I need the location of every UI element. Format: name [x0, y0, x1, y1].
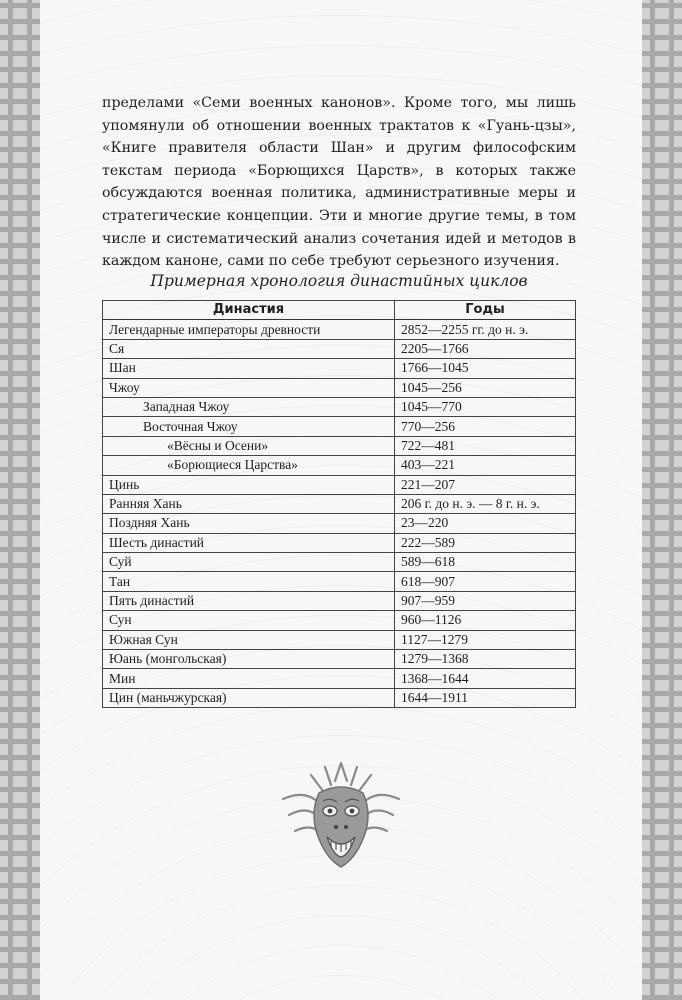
dynasty-name: Легендарные императоры древности: [103, 320, 395, 339]
dynasty-name: Шан: [103, 359, 395, 378]
dynasty-name: Чжоу: [103, 378, 395, 397]
table-row: [103, 436, 576, 455]
dynasty-years: 770—256: [395, 417, 576, 436]
dynasty-years: 222—589: [395, 533, 576, 552]
dynasty-name: Цинь: [103, 475, 395, 494]
dynasty-name: Ранняя Хань: [103, 494, 395, 513]
table-caption: Примерная хронология династийных циклов: [150, 272, 528, 290]
dynasty-years: 907—959: [395, 591, 576, 610]
table-row: [103, 320, 576, 339]
dynasty-years: 722—481: [395, 436, 576, 455]
dynasty-name: Западная Чжоу: [103, 397, 395, 416]
dynasty-name: Восточная Чжоу: [103, 417, 395, 436]
table-row: [103, 397, 576, 416]
dynasty-name: Суй: [103, 553, 395, 572]
dynasty-years: 1368—1644: [395, 669, 576, 688]
chronology-table: [102, 300, 576, 708]
table-row: [103, 630, 576, 649]
table-row: [103, 494, 576, 513]
dynasty-name: Южная Сун: [103, 630, 395, 649]
dynasty-name: «Борющиеся Царства»: [103, 456, 395, 475]
body-text: [102, 92, 576, 273]
header-dynasty: Династия: [103, 301, 395, 320]
table-row: [103, 533, 576, 552]
dynasty-name: «Вёсны и Осени»: [103, 436, 395, 455]
table-row: [103, 650, 576, 669]
dynasty-name: Поздняя Хань: [103, 514, 395, 533]
dynasty-years: 1127—1279: [395, 630, 576, 649]
right-meander-border: [642, 0, 682, 1000]
header-years: Годы: [395, 301, 576, 320]
dynasty-name: Ся: [103, 339, 395, 358]
table-row: [103, 591, 576, 610]
table-row: [103, 359, 576, 378]
dynasty-years: 221—207: [395, 475, 576, 494]
dynasty-years: 1045—256: [395, 378, 576, 397]
dynasty-name: Пять династий: [103, 591, 395, 610]
table-row: [103, 669, 576, 688]
table-row: [103, 456, 576, 475]
dynasty-name: Цин (маньчжурская): [103, 688, 395, 707]
table-row: [103, 611, 576, 630]
table-row: [103, 572, 576, 591]
dynasty-name: Мин: [103, 669, 395, 688]
dynasty-years: 960—1126: [395, 611, 576, 630]
dynasty-years: 1045—770: [395, 397, 576, 416]
dynasty-years: 403—221: [395, 456, 576, 475]
table-row: [103, 514, 576, 533]
dynasty-years: 1644—1911: [395, 688, 576, 707]
table-row: [103, 339, 576, 358]
dynasty-years: 1279—1368: [395, 650, 576, 669]
table-row: [103, 553, 576, 572]
dynasty-years: 1766—1045: [395, 359, 576, 378]
dragon-head-icon: [275, 755, 407, 875]
dynasty-name: Тан: [103, 572, 395, 591]
dynasty-years: 2852—2255 гг. до н. э.: [395, 320, 576, 339]
body-paragraph: пределами «Семи военных канонов». Кроме того, мы лишь упомянули об отношении военных трактатов к «Гуань-цзы», «Книге правителя области Шан» и другим философским текстам периода «Борющихся Царств», в которых также обсуждаются военная политика, административные меры и стратегические концепции. Эти и многие другие темы, в том числе и систематический анализ сочетания идей и методов в каждом каноне, сами по себе требуют серьезного изучения.: [102, 95, 576, 270]
dynasty-years: 2205—1766: [395, 339, 576, 358]
dynasty-name: Шесть династий: [103, 533, 395, 552]
dynasty-years: 23—220: [395, 514, 576, 533]
dynasty-years: 206 г. до н. э. — 8 г. н. э.: [395, 494, 576, 513]
table-row: [103, 378, 576, 397]
dynasty-name: Юань (монгольская): [103, 650, 395, 669]
table-body: [103, 320, 576, 708]
table-row: [103, 688, 576, 707]
dynasty-years: 618—907: [395, 572, 576, 591]
table-header-row: [103, 301, 576, 320]
left-meander-border: [0, 0, 40, 1000]
table-row: [103, 475, 576, 494]
dynasty-years: 589—618: [395, 553, 576, 572]
table-row: [103, 417, 576, 436]
dynasty-name: Сун: [103, 611, 395, 630]
